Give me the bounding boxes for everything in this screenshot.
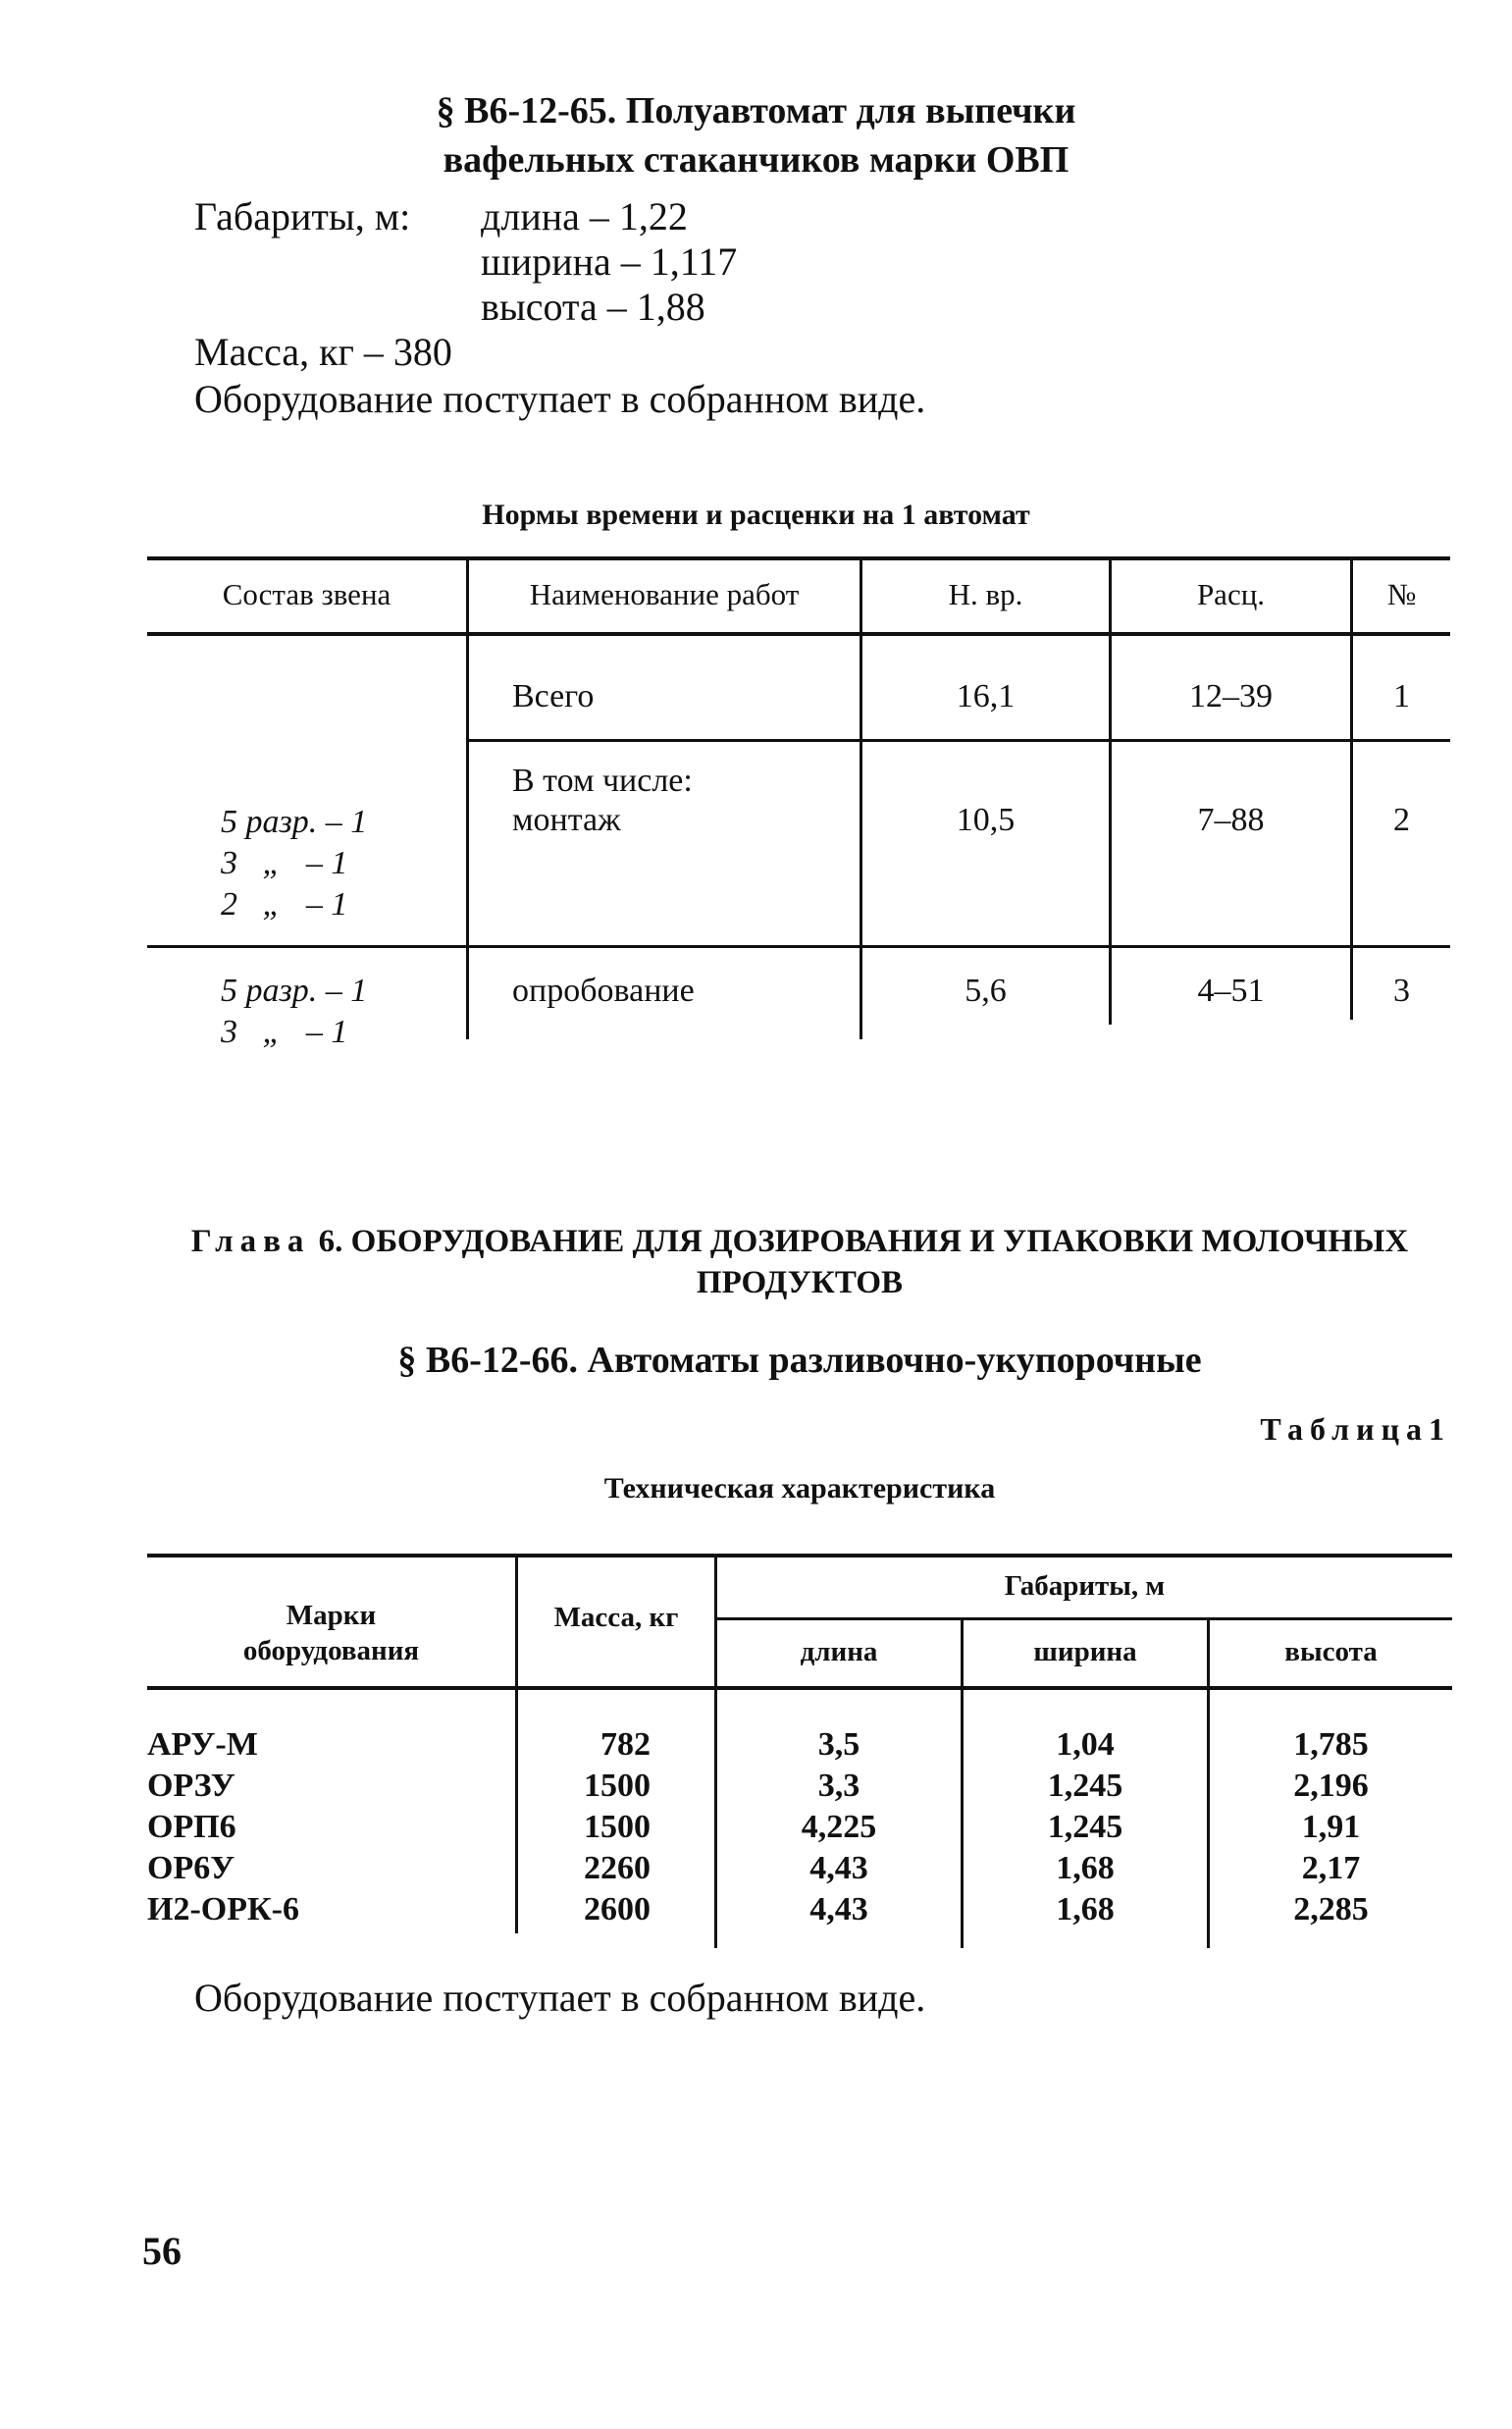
table1-row-rule [147, 945, 1450, 948]
dimension-height: высота – 1,88 [481, 285, 705, 329]
table2-cell-mass: 2600 [584, 1891, 651, 1927]
table2-cell-length: 4,43 [809, 1891, 868, 1927]
table2-top-rule [147, 1554, 1452, 1558]
table1-cell-number: 2 [1393, 802, 1410, 838]
table1-header-work: Наименование работ [529, 577, 800, 611]
table1-cell-time: 10,5 [956, 802, 1016, 838]
table1-cell-number: 3 [1393, 973, 1410, 1009]
assembly-note: Оборудование поступает в собранном виде. [194, 377, 926, 421]
table2-caption: Техническая характеристика [603, 1472, 996, 1505]
table2-cell-mass: 1500 [584, 1809, 651, 1845]
table1-col-rule [1109, 558, 1112, 1025]
table2-cell-width: 1,68 [1056, 1891, 1115, 1927]
table2-header-dims: Габариты, м [1004, 1570, 1166, 1602]
table1-cell-rate: 7–88 [1197, 802, 1265, 838]
table2-cell-width: 1,245 [1047, 1768, 1123, 1804]
dimension-length: длина – 1,22 [481, 194, 688, 238]
table1-top-rule [147, 556, 1450, 560]
table2-cell-height: 1,785 [1293, 1726, 1369, 1763]
table2-cell-width: 1,68 [1056, 1850, 1115, 1886]
table2-header-brand [147, 1598, 515, 1668]
table2-header-rule [147, 1686, 1452, 1690]
table2-cell-brand: ОРЗУ [147, 1768, 235, 1804]
table1-col-rule [1350, 558, 1353, 1020]
table1-header-rate: Расц. [1196, 577, 1266, 611]
table1-caption: Нормы времени и расценки на 1 автомат [482, 499, 1030, 531]
table2-cell-mass: 2260 [584, 1850, 651, 1886]
table1-cell-work: В том числе: [512, 763, 693, 799]
table1-cell-time: 5,6 [965, 973, 1007, 1009]
table1-col-rule [860, 558, 862, 1039]
chapter-title-line2: ПРОДУКТОВ [696, 1265, 904, 1300]
table2-cell-length: 3,3 [817, 1768, 860, 1804]
table2-header-height: высота [1284, 1636, 1378, 1667]
table1-cell-time: 16,1 [956, 678, 1016, 714]
table-label: Таблица1 [1260, 1411, 1451, 1447]
table1-cell-rate: 4–51 [1197, 973, 1265, 1009]
table2-cell-width: 1,245 [1047, 1809, 1123, 1845]
table1-cell-crew: 2 „ – 1 [221, 886, 348, 923]
section-65-title-line2: вафельных стаканчиков марки ОВП [443, 139, 1069, 181]
page-number: 56 [142, 2229, 182, 2273]
chapter-title-line1: 6. ОБОРУДОВАНИЕ ДЛЯ ДОЗИРОВАНИЯ И УПАКОВКИ МОЛОЧНЫХ [310, 1224, 1409, 1259]
section-65-title [196, 86, 1316, 185]
table1-header-crew: Состав звена [222, 577, 391, 611]
table1-col-rule [466, 558, 469, 1039]
table2-header-width: ширина [1033, 1636, 1137, 1667]
table1-cell-crew: 5 разр. – 1 [221, 804, 368, 840]
table1-cell-work: опробование [512, 973, 695, 1009]
table2-header-length: длина [800, 1636, 878, 1667]
table2-cell-width: 1,04 [1056, 1726, 1115, 1763]
table1-cell-crew: 3 „ – 1 [221, 1014, 348, 1050]
table1-header-rule [147, 632, 1450, 636]
table2-cell-height: 2,196 [1293, 1768, 1369, 1804]
table2-cell-brand: АРУ-М [147, 1726, 258, 1763]
table2-header-brand-line1: Марки [286, 1600, 377, 1631]
table2-cell-brand: И2-ОРК-6 [147, 1891, 299, 1927]
chapter-prefix: Глава [190, 1224, 311, 1259]
table2-dims-rule [715, 1617, 1452, 1620]
chapter-heading [147, 1221, 1452, 1303]
table1-cell-crew: 5 разр. – 1 [221, 973, 368, 1009]
table1-cell-rate: 12–39 [1189, 678, 1273, 714]
section-66-note: Оборудование поступает в собранном виде. [194, 1976, 926, 2020]
table2-header-brand-line2: оборудования [242, 1635, 420, 1666]
table2-cell-mass: 782 [600, 1726, 651, 1763]
table2-cell-brand: ОР6У [147, 1850, 235, 1886]
table2-cell-mass: 1500 [584, 1768, 651, 1804]
table2-cell-brand: ОРП6 [147, 1809, 236, 1845]
table1-header-number: № [1386, 577, 1417, 611]
dimensions-label: Габариты, м: [194, 194, 411, 238]
table2-cell-height: 2,17 [1301, 1850, 1361, 1886]
table2-cell-height: 1,91 [1301, 1809, 1361, 1845]
table1-header-time: Н. вр. [948, 577, 1023, 611]
table2-cell-height: 2,285 [1293, 1891, 1369, 1927]
dimension-width: ширина – 1,117 [481, 239, 738, 284]
table2-cell-length: 4,225 [801, 1809, 877, 1845]
table2-header-mass: Масса, кг [553, 1602, 679, 1633]
table1-cell-crew: 3 „ – 1 [221, 845, 348, 881]
table2-cell-length: 3,5 [817, 1726, 860, 1763]
table1-cell-number: 1 [1393, 678, 1410, 714]
table1-cell-work: монтаж [512, 802, 621, 838]
table2-cell-length: 4,43 [809, 1850, 868, 1886]
section-65-title-line1: § В6-12-65. Полуавтомат для выпечки [436, 90, 1076, 132]
table1-cell-work: Всего [512, 678, 595, 714]
section-66-title: § В6-12-66. Автоматы разливочно-укупорочные [397, 1340, 1202, 1381]
mass-line: Масса, кг – 380 [194, 330, 452, 374]
table1-row-rule [467, 739, 1450, 742]
